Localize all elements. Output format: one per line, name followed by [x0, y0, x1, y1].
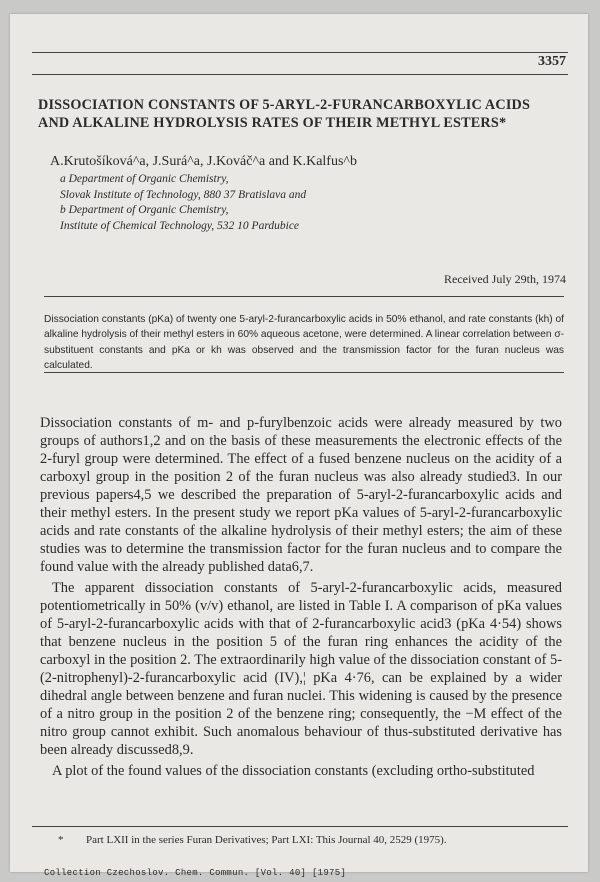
affiliation-line: Institute of Chemical Technology, 532 10 Pardubice — [60, 219, 300, 232]
abstract: Dissociation constants (pKa) of twenty one 5-aryl-2-furancarboxylic acids in 50% ethanol, and rate constants (kh) of alkaline hydrolysis of their methyl esters in 60% aqueous acetone, were determined. A linear correlation between σ-substituent constants and pKa or kh was observed and the transmission factor for the furan nucleus was calculated. — [44, 314, 564, 372]
journal-footer: Collection Czechoslov. Chem. Commun. [Vol. 40] [1975] — [44, 868, 347, 878]
affiliations — [60, 172, 480, 234]
article-body — [40, 414, 562, 780]
body-paragraph: The apparent dissociation constants of 5-aryl-2-furancarboxylic acids, measured potentiometrically in 50% (v/v) ethanol, are listed in Table I. A comparison of pKa values of 5-aryl-2-furancarboxylic acids with that of 2-furancarboxylic acid3 (pKa 4·54) shows that benzene nucleus in the position 5 of the furan ring enhances the acidity of the carboxyl in the position 2. The extraordinarily high value of the dissociation constant of 5-(2-nitrophenyl)-2-furancarboxylic acid (IV),¦ pKa 4·76, can be explained by a wider dihedral angle between benzene and furan nuclei. This widening is caused by the presence of a nitro group in the position 2 of the benzene ring; consequently, the −M effect of the nitro group cannot exhibit. Such anomalous behaviour of thus-substituted derivative has been already discussed8,9. — [40, 580, 562, 758]
footnote — [58, 834, 568, 846]
title-line-1: DISSOCIATION CONSTANTS OF 5-ARYL-2-FURANCARBOXYLIC ACIDS — [38, 97, 531, 113]
affiliation-line: b Department of Organic Chemistry, — [60, 204, 229, 216]
affiliation-line: Slovak Institute of Technology, 880 37 Bratislava and — [60, 188, 307, 201]
author-list: A.Krutošíková^a, J.Surá^a, J.Kováč^a and K.Kalfus^b — [50, 154, 357, 169]
header-rule-lower — [32, 74, 568, 75]
footnote-mark: * — [58, 834, 64, 846]
journal-page — [10, 14, 588, 878]
title-line-2: AND ALKALINE HYDROLYSIS RATES OF THEIR METHYL ESTERS* — [38, 115, 507, 131]
header-rule — [32, 52, 568, 53]
footnote-rule — [32, 826, 568, 827]
body-paragraph: A plot of the found values of the dissociation constants (excluding ortho-substituted — [52, 763, 535, 779]
page-number: 3357 — [538, 54, 566, 69]
abstract-rule-top — [44, 296, 564, 297]
footnote-text: Part LXII in the series Furan Derivatives; Part LXI: This Journal 40, 2529 (1975). — [86, 834, 447, 846]
article-title — [38, 96, 568, 132]
abstract-rule-bottom — [44, 372, 564, 373]
received-date: Received July 29th, 1974 — [444, 272, 566, 286]
affiliation-line: a Department of Organic Chemistry, — [60, 173, 229, 185]
body-paragraph: Dissociation constants of m- and p-furylbenzoic acids were already measured by two groups of authors1,2 and on the basis of these measurements the electronic effects of the 2-furyl group were determined. The effect of a fused benzene nucleus on the acidity of a carboxyl group in the position 2 of the furan nucleus was also already studied3. In our previous papers4,5 we described the preparation of 5-aryl-2-furancarboxylic acids and their methyl esters. In the present study we report pKa values of 5-aryl-2-furancarboxylic acids and rate constants of the alkaline hydrolysis of their methyl esters; the aim of these studies was to determine the transmission factor for the furan nucleus and to compare the found value with the already published data6,7. — [40, 415, 562, 575]
